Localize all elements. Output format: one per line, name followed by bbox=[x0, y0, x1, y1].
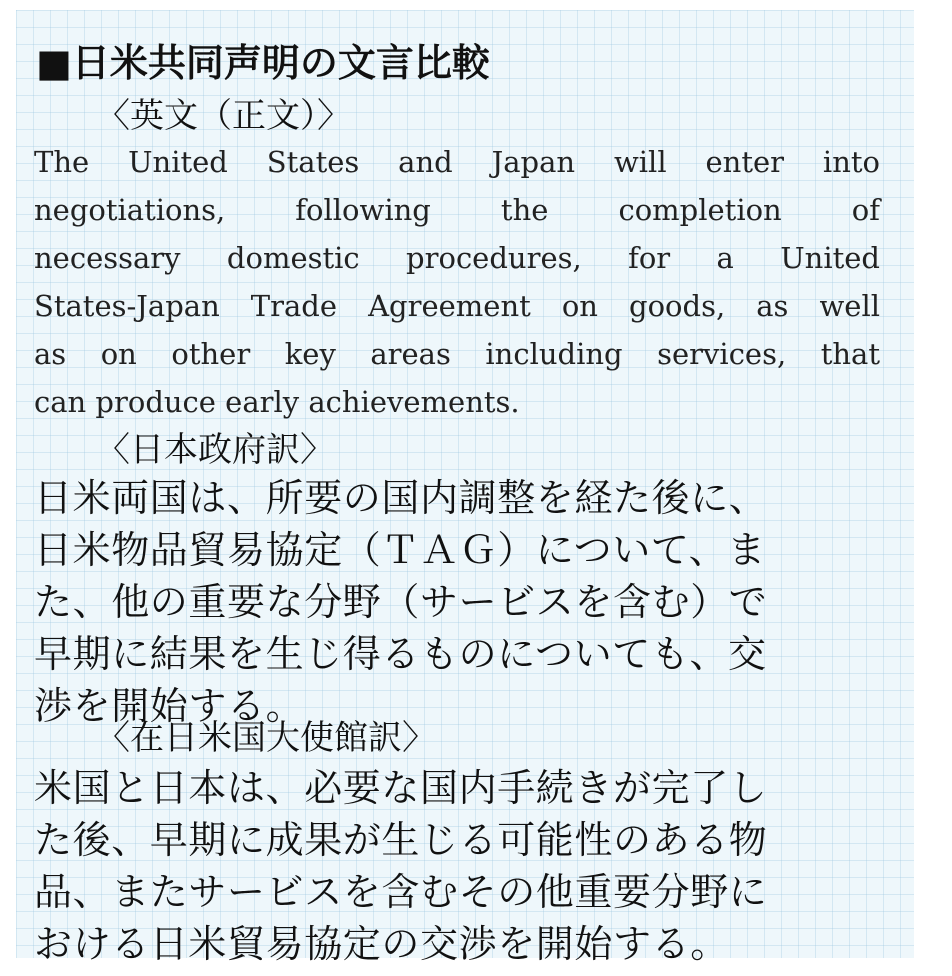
english-text-line: The United States and Japan will enter into bbox=[34, 145, 880, 179]
english-text-line: can produce early achievements. bbox=[34, 385, 520, 419]
english-text-block bbox=[34, 138, 880, 426]
japan-gov-section-label: 〈日本政府訳〉 bbox=[96, 430, 334, 470]
japan-gov-text-block bbox=[34, 472, 884, 732]
english-section-label: 〈英文（正文）〉 bbox=[96, 96, 351, 136]
japan-gov-text-line: 早期に結果を生じ得るものについても、交 bbox=[34, 632, 767, 676]
embassy-text-line: 品、またサービスを含むその他重要分野に bbox=[34, 870, 768, 914]
english-text-line: as on other key areas including services, that bbox=[34, 337, 880, 371]
embassy-text-line: た後、早期に成果が生じる可能性のある物 bbox=[34, 818, 768, 862]
embassy-text-line: おける日米貿易協定の交渉を開始する。 bbox=[34, 922, 729, 966]
embassy-text-block bbox=[34, 762, 884, 970]
english-text-line: States-Japan Trade Agreement on goods, as well bbox=[34, 289, 880, 323]
embassy-text-line: 米国と日本は、必要な国内手続きが完了し bbox=[34, 766, 768, 810]
japan-gov-text-line: 日米物品貿易協定（ＴＡＧ）について、ま bbox=[34, 528, 766, 572]
embassy-section-label: 〈在日米国大使館訳〉 bbox=[96, 718, 436, 758]
comparison-panel bbox=[16, 10, 914, 966]
japan-gov-text-line: 日米両国は、所要の国内調整を経た後に、 bbox=[34, 476, 768, 520]
english-text-line: necessary domestic procedures, for a United bbox=[34, 241, 880, 275]
japan-gov-text-line: た、他の重要な分野（サービスを含む）で bbox=[34, 580, 768, 624]
english-text-line: negotiations, following the completion of bbox=[34, 193, 880, 227]
japan-gov-text-line: 渉を開始する。 bbox=[34, 684, 305, 728]
article-heading: ■日米共同声明の文言比較 bbox=[36, 41, 490, 85]
